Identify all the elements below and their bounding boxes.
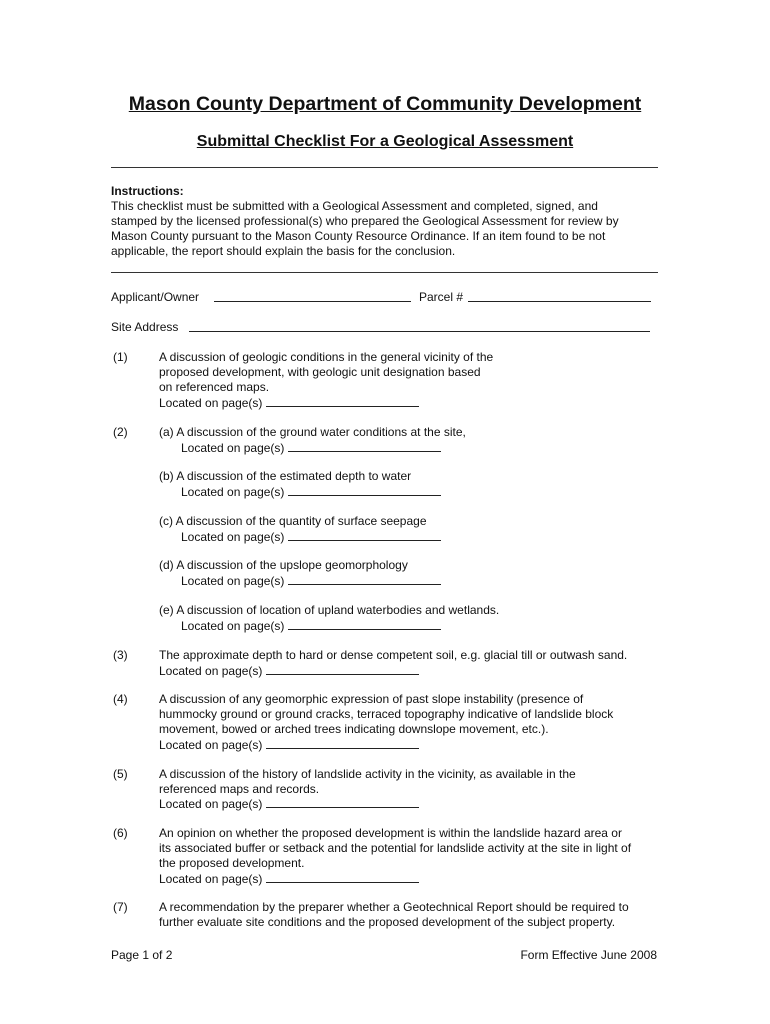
item-text: hummocky ground or ground cracks, terraced topography indicative of landslide block — [159, 707, 614, 721]
applicant-owner-field[interactable] — [214, 290, 411, 302]
item-text: An opinion on whether the proposed development is within the landslide hazard area or — [159, 826, 622, 840]
item-number: (4) — [113, 692, 128, 706]
located-label: Located on page(s) — [159, 738, 263, 752]
page-title: Mason County Department of Community Development — [128, 93, 642, 115]
subitem-text: (c) A discussion of the quantity of surface seepage — [159, 514, 427, 528]
located-label: Located on page(s) — [181, 619, 285, 633]
page-field[interactable] — [266, 395, 419, 407]
item-text: A discussion of any geomorphic expression of past slope instability (presence of — [159, 692, 584, 706]
located-on-pages — [159, 395, 419, 411]
item-text: its associated buffer or setback and the potential for landslide activity at the site in light of — [159, 841, 632, 855]
item-text: movement, bowed or arched trees indicating downslope movement, etc.). — [159, 722, 549, 736]
subitem-text: (e) A discussion of location of upland waterbodies and wetlands. — [159, 603, 500, 617]
located-label: Located on page(s) — [181, 530, 285, 544]
divider — [111, 167, 658, 168]
item-text: A discussion of geologic conditions in the general vicinity of the — [159, 350, 494, 364]
located-on-pages — [159, 737, 419, 753]
page-field[interactable] — [288, 618, 441, 630]
located-label: Located on page(s) — [181, 574, 285, 588]
subitem-text: (d) A discussion of the upslope geomorphology — [159, 558, 408, 572]
located-on-pages — [181, 529, 441, 545]
located-on-pages — [181, 484, 441, 500]
located-on-pages — [181, 618, 441, 634]
instructions-line: stamped by the licensed professional(s) who prepared the Geological Assessment for review by — [111, 214, 619, 228]
instructions-heading: Instructions: — [111, 184, 184, 198]
parcel-field[interactable] — [468, 290, 651, 302]
page-field[interactable] — [266, 871, 419, 883]
applicant-owner-label: Applicant/Owner — [111, 290, 200, 304]
located-on-pages — [159, 796, 419, 812]
item-number: (7) — [113, 900, 128, 914]
located-on-pages — [159, 871, 419, 887]
instructions-line: applicable, the report should explain the basis for the conclusion. — [111, 244, 456, 258]
subitem-text: (b) A discussion of the estimated depth to water — [159, 469, 412, 483]
item-text: the proposed development. — [159, 856, 305, 870]
instructions-line: This checklist must be submitted with a Geological Assessment and completed, signed, and — [111, 199, 598, 213]
item-number: (3) — [113, 648, 128, 662]
located-label: Located on page(s) — [181, 441, 285, 455]
item-number: (2) — [113, 425, 128, 439]
parcel-label: Parcel # — [419, 290, 464, 304]
located-label: Located on page(s) — [159, 396, 263, 410]
site-address-label: Site Address — [111, 320, 179, 334]
page-field[interactable] — [288, 484, 441, 496]
located-on-pages — [181, 573, 441, 589]
page-field[interactable] — [288, 440, 441, 452]
subitem-text: (a) A discussion of the ground water conditions at the site, — [159, 425, 466, 439]
item-text: proposed development, with geologic unit designation based — [159, 365, 481, 379]
located-label: Located on page(s) — [159, 872, 263, 886]
item-text: A discussion of the history of landslide activity in the vicinity, as available in the — [159, 767, 576, 781]
item-text: The approximate depth to hard or dense competent soil, e.g. glacial till or outwash sand. — [159, 648, 628, 662]
item-text: further evaluate site conditions and the proposed development of the subject property. — [159, 915, 616, 929]
located-label: Located on page(s) — [159, 797, 263, 811]
instructions-line: Mason County pursuant to the Mason County Resource Ordinance. If an item found to be not — [111, 229, 606, 243]
form-effective-date: Form Effective June 2008 — [520, 948, 657, 962]
item-text: on referenced maps. — [159, 380, 270, 394]
located-label: Located on page(s) — [181, 485, 285, 499]
item-number: (1) — [113, 350, 128, 364]
item-number: (5) — [113, 767, 128, 781]
located-on-pages — [181, 440, 441, 456]
located-label: Located on page(s) — [159, 664, 263, 678]
page-field[interactable] — [288, 573, 441, 585]
item-text: referenced maps and records. — [159, 782, 320, 796]
page-field[interactable] — [266, 737, 419, 749]
page-number: Page 1 of 2 — [111, 948, 173, 962]
located-on-pages — [159, 663, 419, 679]
page-field[interactable] — [266, 796, 419, 808]
item-text: A recommendation by the preparer whether a Geotechnical Report should be required to — [159, 900, 629, 914]
page-field[interactable] — [288, 529, 441, 541]
divider — [111, 272, 658, 273]
page-subtitle: Submittal Checklist For a Geological Assessment — [196, 133, 574, 150]
page-field[interactable] — [266, 663, 419, 675]
item-number: (6) — [113, 826, 128, 840]
site-address-field[interactable] — [189, 320, 650, 332]
